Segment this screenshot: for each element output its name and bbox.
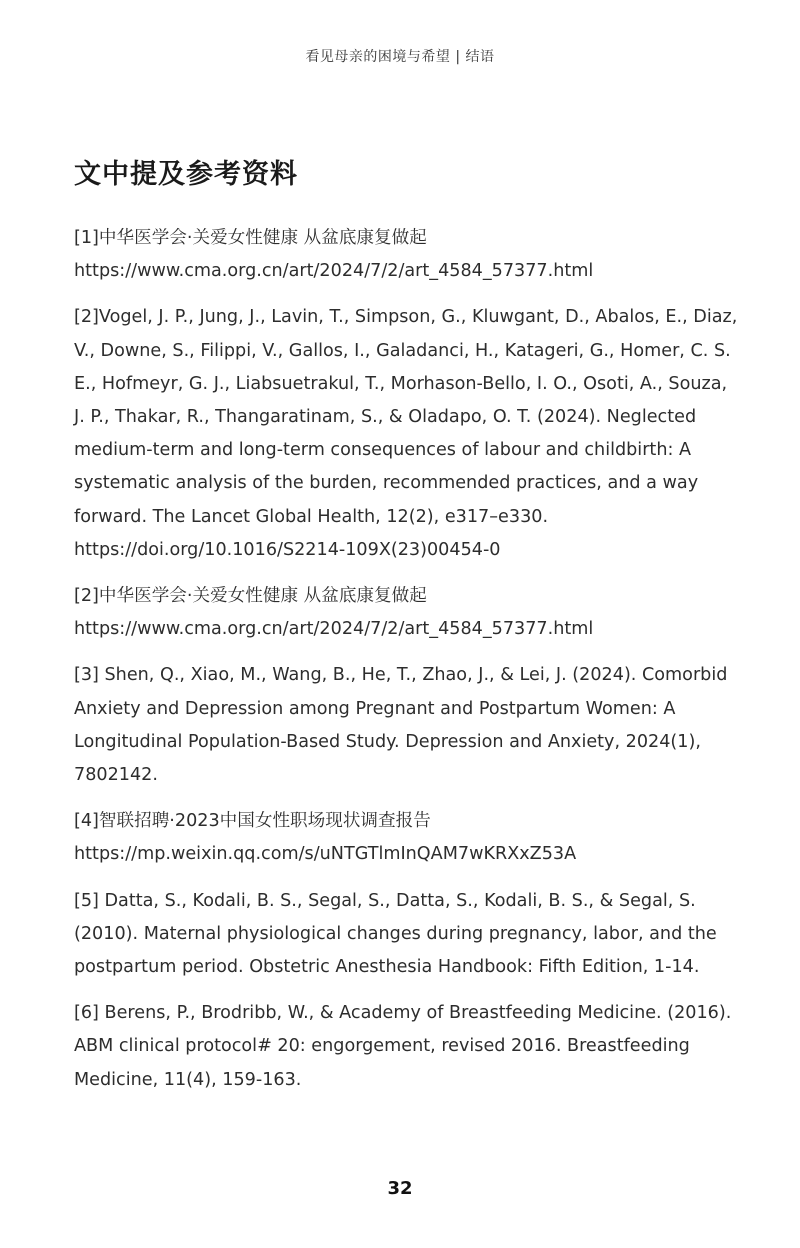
reference-url[interactable]: https://www.cma.org.cn/art/2024/7/2/art_4584_57377.html [74,619,594,640]
reference-line: Medicine, 11(4), 159-163. [74,1069,302,1090]
reference-list [74,222,738,1110]
reference-line: [1]中华医学会·关爱女性健康 从盆底康复做起 [74,228,427,248]
reference-url[interactable]: https://www.cma.org.cn/art/2024/7/2/art_4584_57377.html [74,261,594,282]
reference-line: 7802142. [74,765,158,786]
reference-line: Anxiety and Depression among Pregnant and Postpartum Women: A [74,698,676,719]
reference-line: postpartum period. Obstetric Anesthesia Handbook: Fifth Edition, 1-14. [74,957,700,978]
reference-line: [5] Datta, S., Kodali, B. S., Segal, S., Datta, S., Kodali, B. S., & Segal, S. [74,890,696,911]
reference-item [74,997,738,1097]
page-number: 32 [387,1178,413,1199]
reference-item [74,301,738,567]
reference-item [74,580,738,646]
reference-item [74,222,738,288]
running-header: 看见母亲的困境与希望 | 结语 [305,49,495,65]
reference-line: [4]智联招聘·2023中国女性职场现状调查报告 [74,811,431,832]
reference-line: ABM clinical protocol# 20: engorgement, revised 2016. Breastfeeding [74,1036,690,1057]
reference-line: medium-term and long-term consequences of labour and childbirth: A [74,440,692,461]
page-title: 文中提及参考资料 [74,159,298,190]
reference-item [74,885,738,985]
reference-url[interactable]: https://doi.org/10.1016/S2214-109X(23)00454-0 [74,539,501,560]
reference-item [74,805,738,871]
reference-line: Longitudinal Population-Based Study. Depression and Anxiety, 2024(1), [74,731,701,752]
reference-line: [6] Berens, P., Brodribb, W., & Academy of Breastfeeding Medicine. (2016). [74,1003,732,1024]
reference-line: E., Hofmeyr, G. J., Liabsuetrakul, T., Morhason-Bello, I. O., Osoti, A., Souza, [74,373,728,394]
reference-url[interactable]: https://mp.weixin.qq.com/s/uNTGTlmInQAM7wKRXxZ53A [74,844,577,865]
reference-line: systematic analysis of the burden, recommended practices, and a way [74,473,699,494]
reference-line: [2]Vogel, J. P., Jung, J., Lavin, T., Simpson, G., Kluwgant, D., Abalos, E., Diaz, [74,307,738,328]
reference-line: forward. The Lancet Global Health, 12(2), e317–e330. [74,506,549,527]
reference-line: [3] Shen, Q., Xiao, M., Wang, B., He, T., Zhao, J., & Lei, J. (2024). Comorbid [74,665,728,686]
reference-line: [2]中华医学会·关爱女性健康 从盆底康复做起 [74,586,427,607]
reference-line: (2010). Maternal physiological changes during pregnancy, labor, and the [74,923,717,944]
reference-line: J. P., Thakar, R., Thangaratinam, S., & Oladapo, O. T. (2024). Neglected [74,407,697,428]
reference-line: V., Downe, S., Filippi, V., Gallos, I., Galadanci, H., Katageri, G., Homer, C. S. [74,340,731,361]
reference-item [74,659,738,792]
